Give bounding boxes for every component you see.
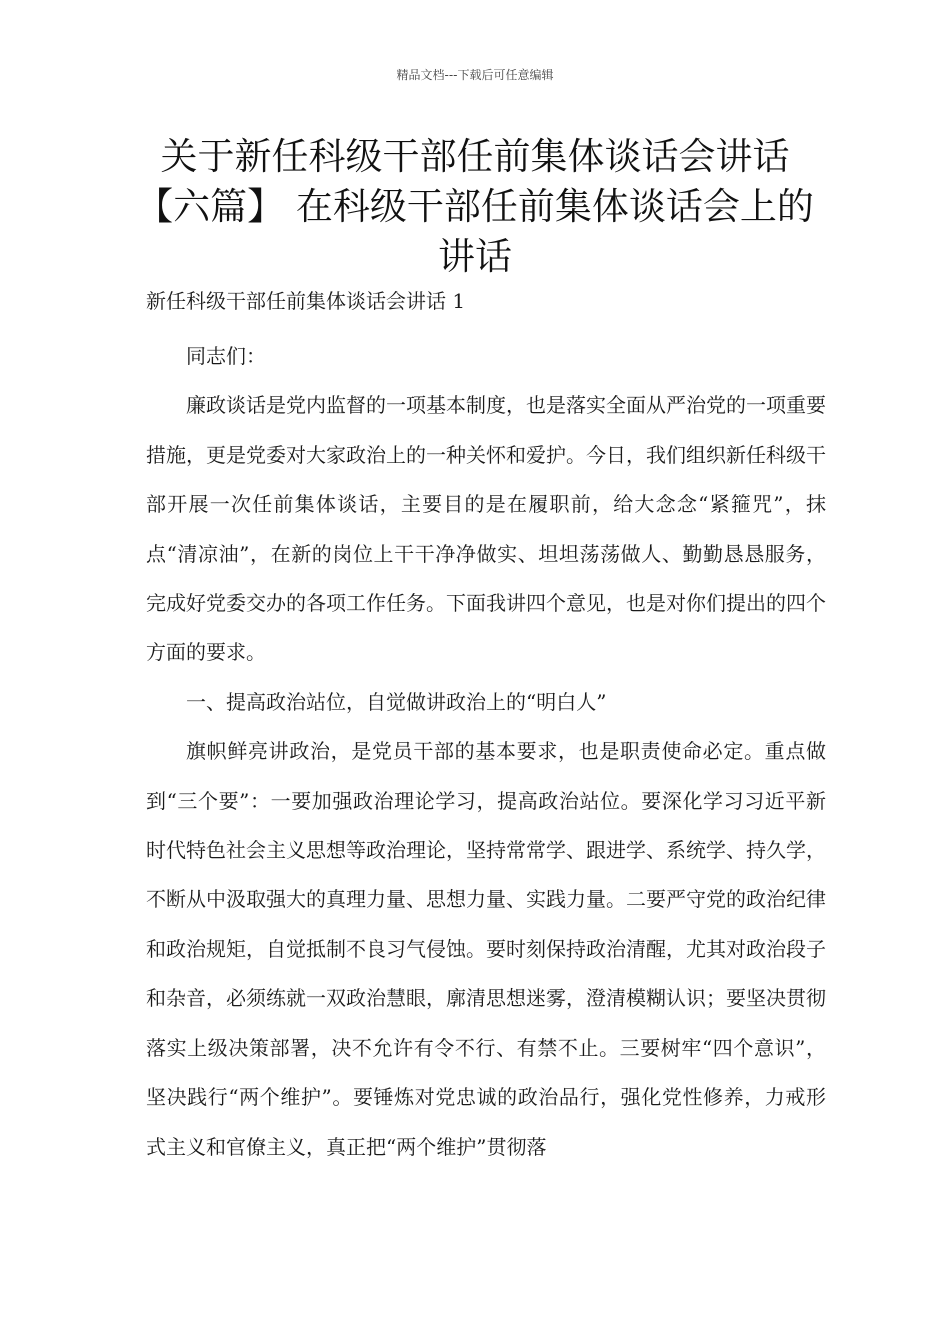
document-body [146, 332, 826, 1172]
body-paragraph: 同志们： [186, 344, 266, 368]
document-title: 关于新任科级干部任前集体谈话会讲话【六篇】 在科级干部任前集体谈话会上的讲话 [136, 135, 814, 278]
body-paragraph: 廉政谈话是党内监督的一项基本制度，也是落实全面从严治党的一项重要措施，更是党委对大家政治上的一种关怀和爱护。今日，我们组织新任科级干部开展一次任前集体谈话，主要目的是在履职前，给大念念“紧箍咒”，抹点“清凉油”，在新的岗位上干干净净做实、坦坦荡荡做人、勤勤恳恳服务，完成好党委交办的各项工作任务。下面我讲四个意见，也是对你们提出的四个方面的要求。 [146, 393, 826, 665]
header-note: 精品文档---下载后可任意编辑 [396, 68, 554, 82]
body-paragraph: 旗帜鲜亮讲政治，是党员干部的基本要求，也是职责使命必定。重点做到“三个要”：一要加强政治理论学习，提高政治站位。要深化学习习近平新时代特色社会主义思想等政治理论，坚持常常学、跟进学、系统学、持久学，不断从中汲取强大的真理力量、思想力量、实践力量。二要严守党的政治纪律和政治规矩，自觉抵制不良习气侵蚀。要时刻保持政治清醒，尤其对政治段子和杂音，必须练就一双政治慧眼，廓清思想迷雾，澄清模糊认识；要坚决贯彻落实上级决策部署，决不允许有令不行、有禁不止。三要树牢“四个意识”，坚决践行“两个维护”。要锤炼对党忠诚的政治品行，强化党性修养，力戒形式主义和官僚主义，真正把“两个维护”贯彻落 [146, 739, 826, 1159]
body-paragraph: 一、提高政治站位，自觉做讲政治上的“明白人” [186, 689, 607, 714]
section-subtitle: 新任科级干部任前集体谈话会讲话 1 [146, 289, 466, 313]
